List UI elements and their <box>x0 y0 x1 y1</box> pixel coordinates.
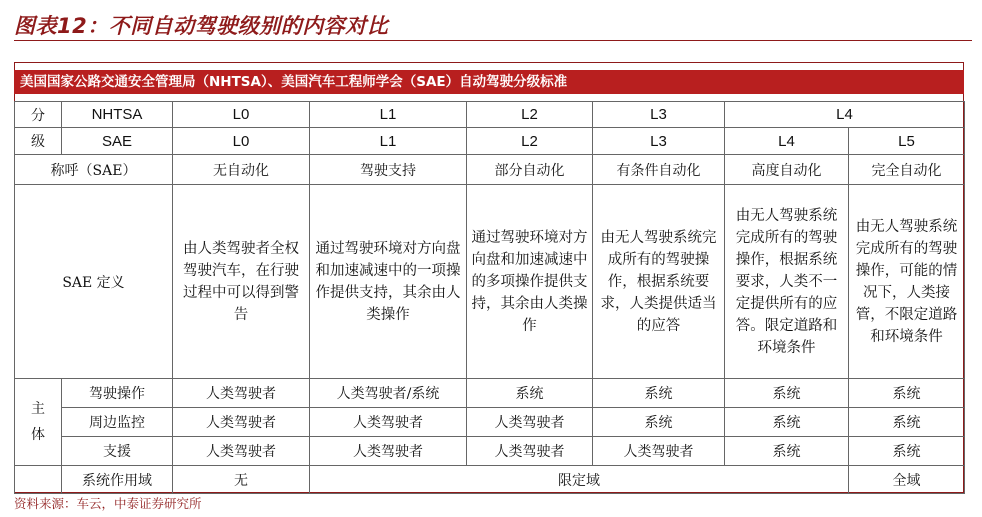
nhtsa-label: NHTSA <box>62 102 173 128</box>
name-row-label: 称呼（SAE） <box>15 155 173 185</box>
sae-level: L3 <box>593 128 725 155</box>
subject-cell: 人类驾驶者 <box>467 408 593 437</box>
subject-cell: 人类驾驶者 <box>467 437 593 466</box>
subject-row <box>15 408 965 437</box>
subject-row-label: 支援 <box>62 437 173 466</box>
name-cell: 高度自动化 <box>725 155 849 185</box>
nhtsa-level: L3 <box>593 102 725 128</box>
sae-level: L1 <box>310 128 467 155</box>
domain-cell: 全域 <box>849 466 965 494</box>
definition-cell: 由无人驾驶系统完成所有的驾驶操作，可能的情况下，人类接管，不限定道路和环境条件 <box>849 185 965 379</box>
subject-cell: 系统 <box>725 408 849 437</box>
subject-label-bottom: 体 <box>31 427 45 443</box>
definition-cell: 由无人驾驶系统完成所有的驾驶操作，根据系统要求，人类不一定提供所有的应答。限定道路和环境条件 <box>725 185 849 379</box>
name-cell: 无自动化 <box>173 155 310 185</box>
sae-level: L5 <box>849 128 965 155</box>
definition-cell: 由无人驾驶系统完成所有的驾驶操作，根据系统要求，人类提供适当的应答 <box>593 185 725 379</box>
sae-level: L4 <box>725 128 849 155</box>
subject-cell: 系统 <box>725 379 849 408</box>
sae-label: SAE <box>62 128 173 155</box>
name-cell: 部分自动化 <box>467 155 593 185</box>
domain-cell: 无 <box>173 466 310 494</box>
domain-row-label: 系统作用域 <box>62 466 173 494</box>
definition-row <box>15 185 965 379</box>
subject-cell: 人类驾驶者 <box>173 408 310 437</box>
nhtsa-level: L1 <box>310 102 467 128</box>
definition-cell: 由人类驾驶者全权驾驶汽车，在行驶过程中可以得到警告 <box>173 185 310 379</box>
subject-row-label: 驾驶操作 <box>62 379 173 408</box>
subject-cell: 系统 <box>849 437 965 466</box>
name-cell: 驾驶支持 <box>310 155 467 185</box>
definition-cell: 通过驾驶环境对方向盘和加速减速中的多项操作提供支持，其余由人类操作 <box>467 185 593 379</box>
definition-row-label: SAE 定义 <box>15 185 173 379</box>
subject-cell: 系统 <box>849 408 965 437</box>
sae-level-table <box>14 101 965 494</box>
nhtsa-level: L2 <box>467 102 593 128</box>
subject-label <box>15 379 62 466</box>
subject-cell: 人类驾驶者 <box>173 437 310 466</box>
nhtsa-level: L0 <box>173 102 310 128</box>
subject-row <box>15 437 965 466</box>
domain-row <box>15 466 965 494</box>
nhtsa-row <box>15 102 965 128</box>
subject-cell: 人类驾驶者 <box>310 437 467 466</box>
subject-cell: 人类驾驶者 <box>173 379 310 408</box>
subject-cell: 人类驾驶者 <box>310 408 467 437</box>
nhtsa-level: L4 <box>725 102 965 128</box>
definition-cell: 通过驾驶环境对方向盘和加速减速中的一项操作提供支持，其余由人类操作 <box>310 185 467 379</box>
subject-cell: 人类驾驶者/系统 <box>310 379 467 408</box>
name-row <box>15 155 965 185</box>
name-cell: 有条件自动化 <box>593 155 725 185</box>
name-cell: 完全自动化 <box>849 155 965 185</box>
sae-level: L0 <box>173 128 310 155</box>
subject-row <box>15 379 965 408</box>
figure-title: 图表12：不同自动驾驶级别的内容对比 <box>14 14 389 38</box>
domain-cell: 限定域 <box>310 466 849 494</box>
grading-label-bottom: 级 <box>15 128 62 155</box>
sae-row <box>15 128 965 155</box>
subject-row-label: 周边监控 <box>62 408 173 437</box>
subject-cell: 系统 <box>849 379 965 408</box>
subject-cell: 系统 <box>593 379 725 408</box>
subject-cell: 系统 <box>725 437 849 466</box>
grading-label-top: 分 <box>15 102 62 128</box>
table-banner: 美国国家公路交通安全管理局（NHTSA）、美国汽车工程师学会（SAE）自动驾驶分级标准 <box>14 70 964 94</box>
subject-cell: 系统 <box>593 408 725 437</box>
blank-cell <box>15 466 62 494</box>
subject-cell: 人类驾驶者 <box>593 437 725 466</box>
title-divider <box>14 40 972 41</box>
source-note: 资料来源：车云，中泰证券研究所 <box>14 496 202 511</box>
subject-label-top: 主 <box>31 401 45 417</box>
sae-level: L2 <box>467 128 593 155</box>
subject-cell: 系统 <box>467 379 593 408</box>
